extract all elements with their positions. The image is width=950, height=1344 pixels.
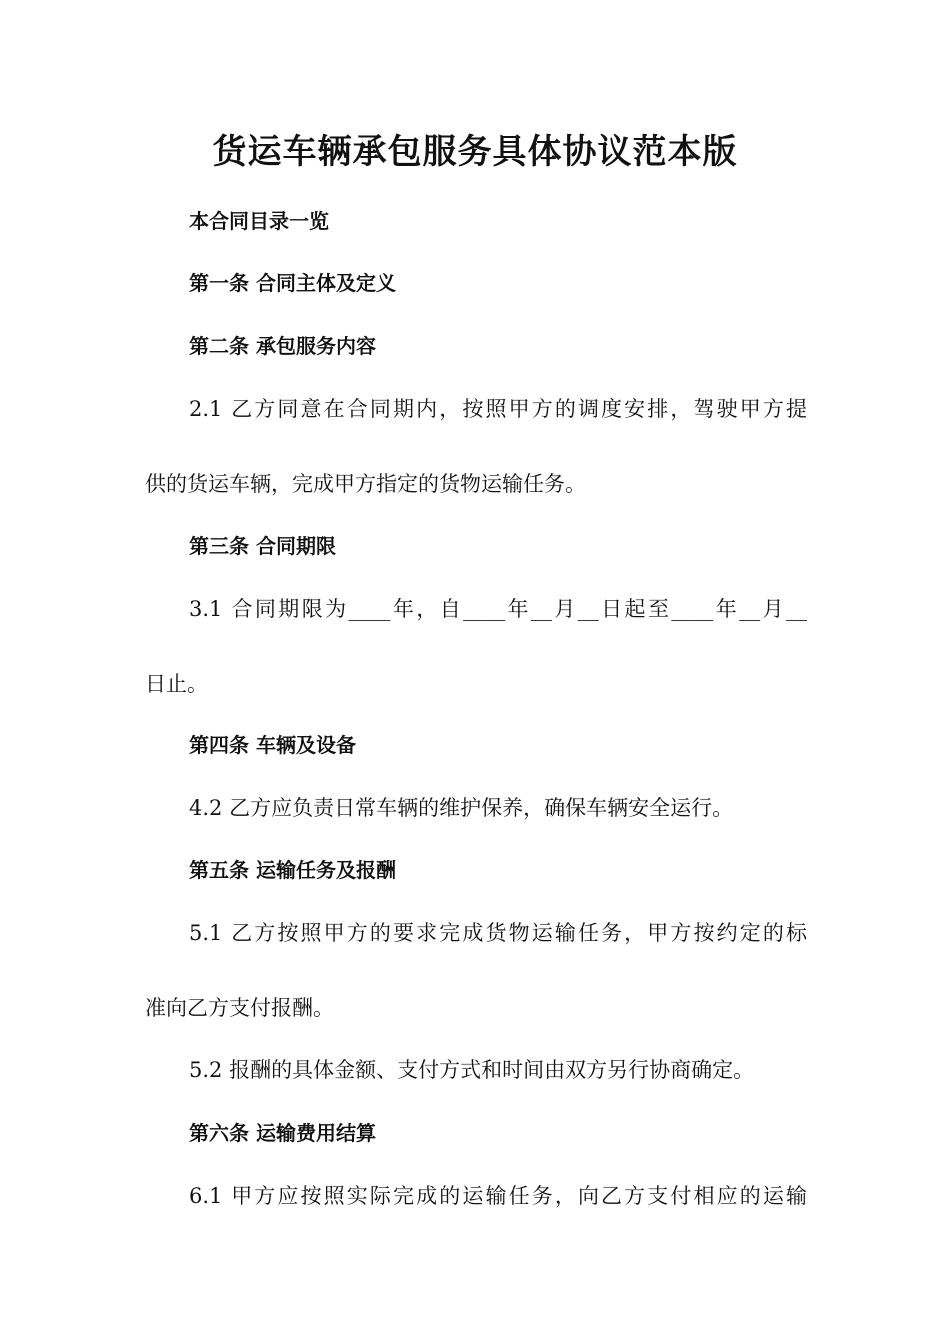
- article-2-heading: 第二条 承包服务内容: [189, 334, 376, 358]
- clause-3-1-line-2: 日止。: [145, 672, 208, 696]
- clause-5-1-line-2: 准向乙方支付报酬。: [145, 996, 334, 1020]
- clause-4-2: 4.2 乙方应负责日常车辆的维护保养，确保车辆安全运行。: [189, 796, 734, 820]
- clause-2-1-line-2: 供的货运车辆，完成甲方指定的货物运输任务。: [145, 472, 586, 496]
- article-3-heading: 第三条 合同期限: [189, 534, 336, 558]
- document-title: 货运车辆承包服务具体协议范本版: [212, 132, 738, 172]
- clause-5-1-line-1: 5.1 乙方按照甲方的要求完成货物运输任务，甲方按约定的标: [189, 921, 807, 945]
- article-5-heading: 第五条 运输任务及报酬: [189, 858, 396, 882]
- article-6-heading: 第六条 运输费用结算: [189, 1121, 376, 1145]
- clause-6-1-line-1: 6.1 甲方应按照实际完成的运输任务，向乙方支付相应的运输: [189, 1184, 807, 1208]
- toc-heading: 本合同目录一览: [189, 209, 329, 233]
- clause-3-1-line-1: 3.1 合同期限为____年，自____年__月__日起至____年__月__: [189, 597, 807, 621]
- clause-5-2: 5.2 报酬的具体金额、支付方式和时间由双方另行协商确定。: [189, 1058, 755, 1082]
- clause-2-1-line-1: 2.1 乙方同意在合同期内，按照甲方的调度安排，驾驶甲方提: [189, 397, 807, 421]
- article-1-heading: 第一条 合同主体及定义: [189, 271, 396, 295]
- article-4-heading: 第四条 车辆及设备: [189, 733, 356, 757]
